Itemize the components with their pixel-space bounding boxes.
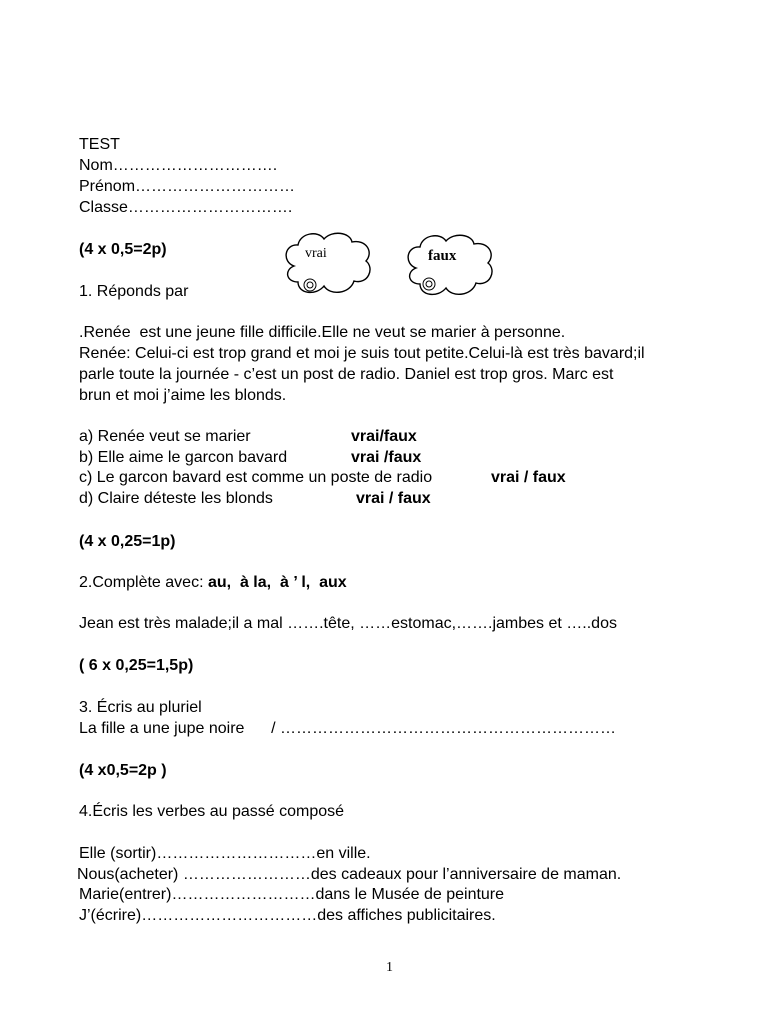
section4-sentence: J’(écrire)……………………………des affiches publicitaires.	[79, 907, 496, 924]
text-line: .Renée est une jeune fille difficile.Elle ne veut se marier à personne.	[79, 324, 566, 341]
cloud-faux-icon	[402, 230, 498, 300]
section4-sentence: Marie(entrer)………………………dans le Musée de peinture	[79, 886, 505, 903]
text-line: parle toute la journée - c’est un post de radio. Daniel est trop gros. Marc est	[79, 366, 614, 383]
question-a: a) Renée veut se marier	[79, 428, 251, 445]
question-b: b) Elle aime le garcon bavard	[79, 449, 288, 466]
answer-c: vrai / faux	[491, 469, 566, 486]
section4-instruction: 4.Écris les verbes au passé composé	[79, 803, 345, 820]
section4-points: (4 x0,5=2p )	[79, 762, 167, 779]
section2-options: au, à la, à ’ l, aux	[207, 574, 347, 591]
answer-b: vrai /faux	[351, 449, 422, 466]
question-d: d) Claire déteste les blonds	[79, 490, 273, 507]
answer-a: vrai/faux	[351, 428, 417, 445]
section3-instruction: 3. Écris au pluriel	[79, 699, 202, 716]
section4-sentence: Nous(acheter) ……………………des cadeaux pour l’anniversaire de maman.	[77, 866, 622, 883]
nom-field: Nom………………………….	[79, 157, 278, 174]
section2-instruction	[79, 573, 347, 593]
section3-points: ( 6 x 0,25=1,5p)	[79, 657, 194, 674]
cloud-vrai-icon	[280, 228, 376, 298]
cloud-faux-label: faux	[428, 248, 457, 264]
section3-sentence: La fille a une jupe noire / ………………………………………………………	[79, 720, 617, 737]
page-number: 1	[386, 960, 393, 975]
section1-points: (4 x 0,5=2p)	[79, 241, 167, 258]
question-c: c) Le garcon bavard est comme un poste de radio	[79, 469, 433, 486]
section1-instruction: 1. Réponds par	[79, 283, 189, 300]
test-title: TEST	[79, 136, 120, 153]
section2-instruction-prefix: 2.Complète avec:	[79, 574, 208, 591]
classe-field: Classe………………………….	[79, 199, 293, 216]
prenom-field: Prénom…………………………	[79, 178, 296, 195]
text-line: Renée: Celui-ci est trop grand et moi je suis tout petite.Celui-là est très bavard;il	[79, 345, 645, 362]
text-line: brun et moi j’aime les blonds.	[79, 387, 287, 404]
section2-sentence: Jean est très malade;il a mal …….tête, ……estomac,…….jambes et …..dos	[79, 615, 617, 632]
section2-points: (4 x 0,25=1p)	[79, 533, 176, 550]
cloud-vrai-label: vrai	[305, 246, 327, 261]
answer-d: vrai / faux	[356, 490, 431, 507]
section4-sentence: Elle (sortir)…………………………en ville.	[79, 845, 371, 862]
